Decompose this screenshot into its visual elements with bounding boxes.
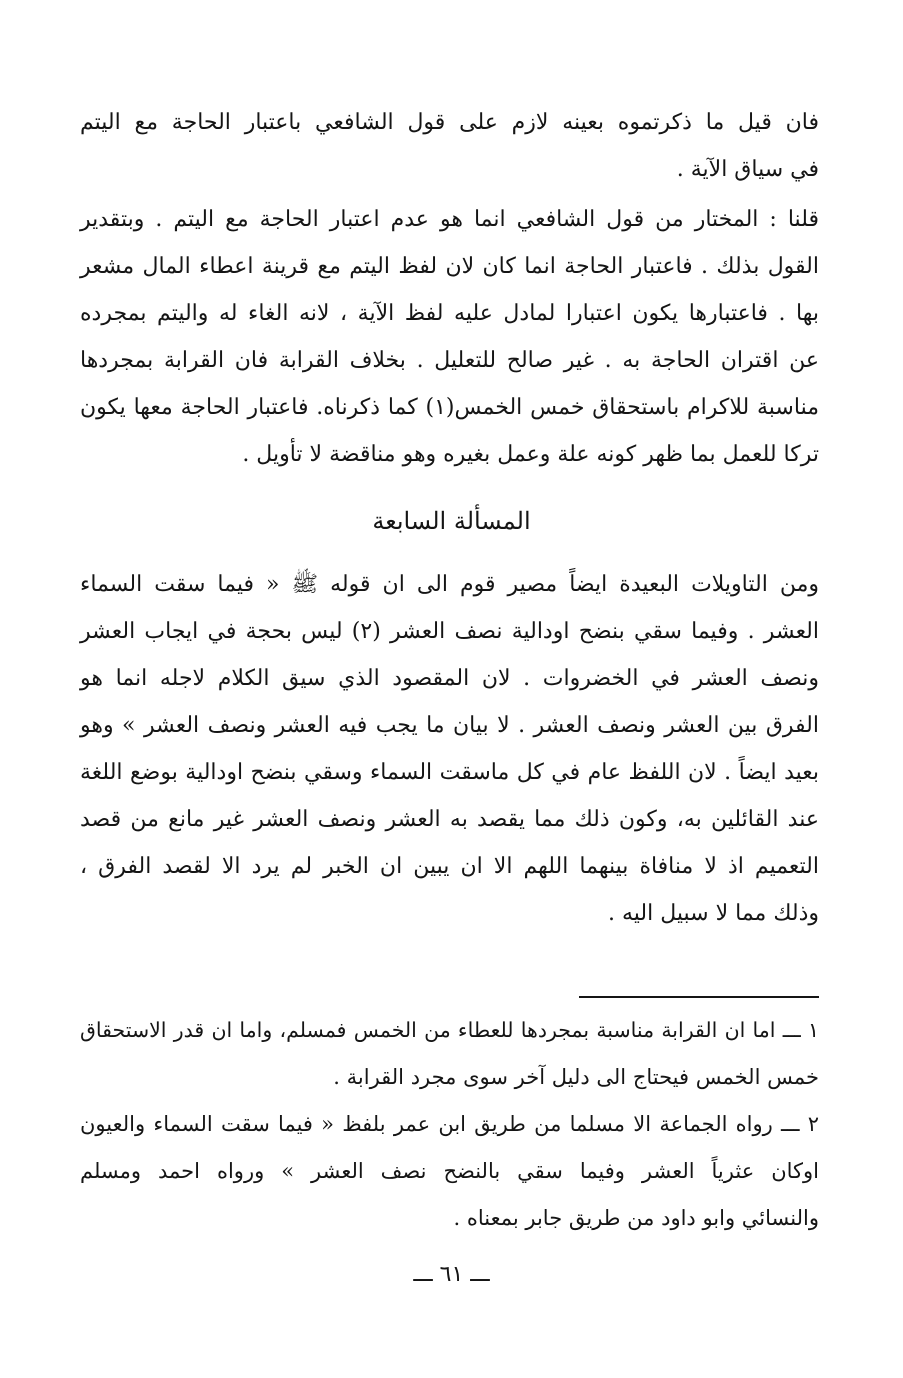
footnote-line: ٢ ـــ رواه الجماعة الا مسلما من طريق ابن عمر بلفظ « فيما سقت السماء والعيون bbox=[80, 1112, 819, 1136]
text-line: ومن التاويلات البعيدة ايضاً مصير قوم الى ان قوله ﷺ « فيما سقت السماء bbox=[80, 572, 819, 597]
text-line: بها . فاعتبارها يكون اعتبارا لمادل عليه لفظ الآية ، لانه الغاء له واليتم بمجرده bbox=[80, 301, 819, 326]
text-line: التعميم اذ لا منافاة بينهما اللهم الا ان يبين ان الخبر لم يرد الا لقصد الفرق ، bbox=[80, 854, 819, 879]
text-line: تركا للعمل بما ظهر كونه علة وعمل بغيره وهو مناقضة لا تأويل . bbox=[242, 442, 819, 467]
footnote-divider bbox=[579, 996, 819, 998]
footnote-line: والنسائي وابو داود من طريق جابر بمعناه . bbox=[453, 1206, 819, 1230]
text-line: ونصف العشر في الخضروات . لان المقصود الذي سيق الكلام لاجله انما هو bbox=[80, 666, 819, 691]
text-line: عن اقتران الحاجة به . غير صالح للتعليل . بخلاف القرابة فان القرابة بمجردها bbox=[80, 348, 819, 373]
text-line: عند القائلين به، وكون ذلك مما يقصد به العشر ونصف العشر غير مانع من قصد bbox=[80, 807, 819, 832]
text-line: في سياق الآية . bbox=[676, 157, 819, 182]
section-heading: المسألة السابعة bbox=[372, 507, 531, 535]
text-line: العشر . وفيما سقي بنضح اودالية نصف العشر (٢) ليس بحجة في ايجاب العشر bbox=[80, 619, 819, 644]
footnote-line: خمس الخمس فيحتاج الى دليل آخر سوى مجرد القرابة . bbox=[333, 1065, 819, 1089]
text-line: الفرق بين العشر ونصف العشر . لا بيان ما يجب فيه العشر ونصف العشر » وهو bbox=[80, 713, 819, 738]
text-line: قلنا : المختار من قول الشافعي انما هو عدم اعتبار الحاجة مع اليتم . وبتقدير bbox=[80, 207, 819, 232]
text-line: وذلك مما لا سبيل اليه . bbox=[608, 901, 819, 926]
text-line: فان قيل ما ذكرتموه بعينه لازم على قول الشافعي باعتبار الحاجة مع اليتم bbox=[80, 110, 819, 135]
page-number: ـــ ٦١ ـــ bbox=[413, 1262, 490, 1287]
text-line: القول بذلك . فاعتبار الحاجة انما كان لان لفظ اليتم مع قرينة اعطاء المال مشعر bbox=[80, 254, 819, 279]
footnote-line: ١ ـــ اما ان القرابة مناسبة بمجردها للعطاء من الخمس فمسلم، واما ان قدر الاستحقاق bbox=[80, 1018, 819, 1042]
footnote-line: اوكان عثرياً العشر وفيما سقي بالنضح نصف العشر » ورواه احمد ومسلم bbox=[80, 1159, 819, 1183]
text-line: بعيد ايضاً . لان اللفظ عام في كل ماسقت السماء وسقي بنضح اودالية بوضع اللغة bbox=[80, 760, 819, 785]
text-line: مناسبة للاكرام باستحقاق خمس الخمس(١) كما ذكرناه. فاعتبار الحاجة معها يكون bbox=[80, 395, 819, 420]
